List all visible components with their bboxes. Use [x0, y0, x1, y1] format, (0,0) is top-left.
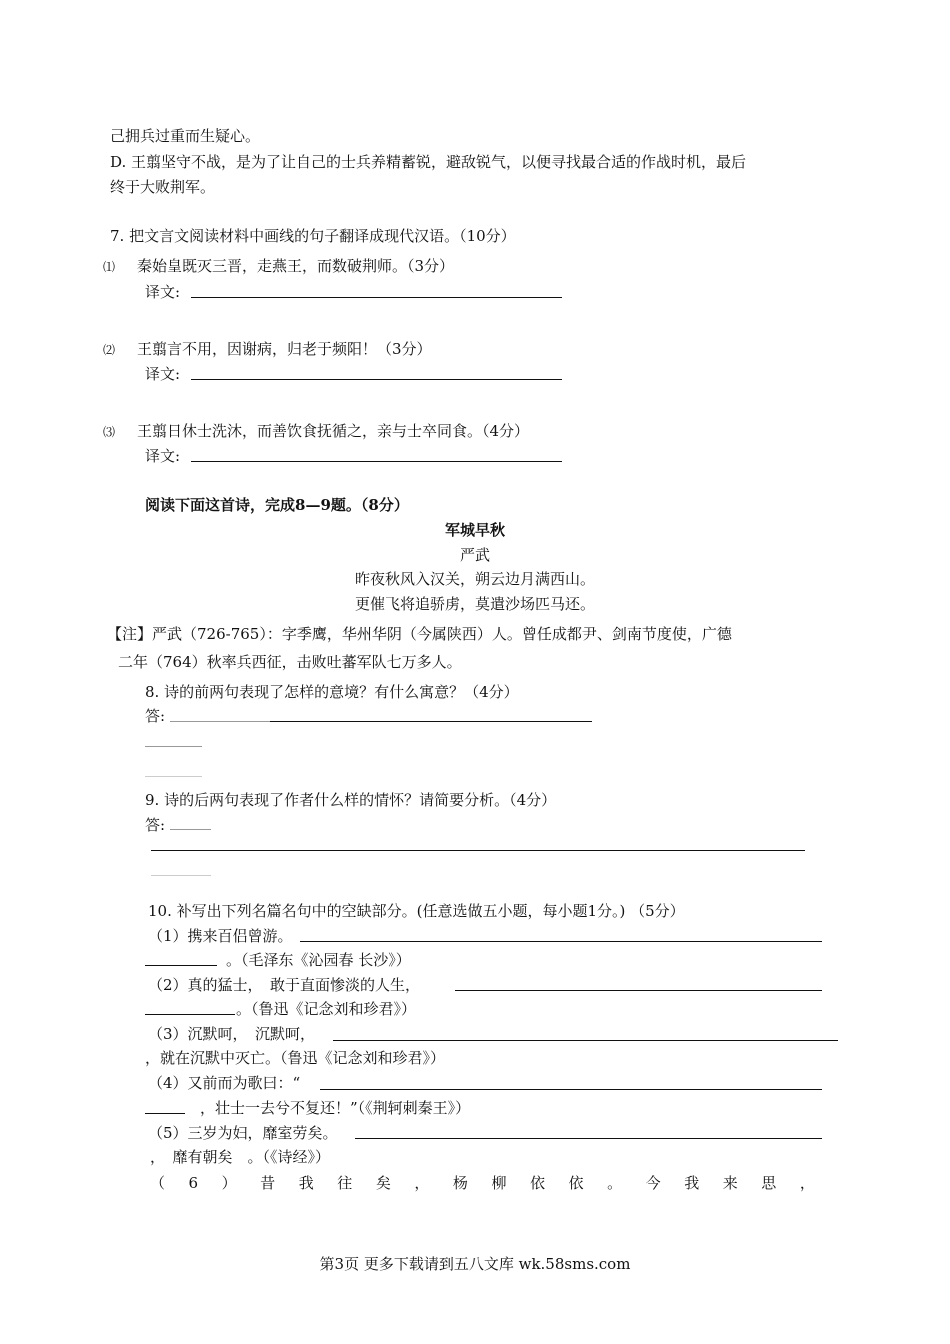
poem-line-2: 更催飞将追骄虏，莫遣沙场匹马还。 — [354, 595, 595, 613]
q8-answer-line[interactable] — [270, 721, 592, 722]
q10-item6-char: 我 — [684, 1174, 700, 1192]
q10-item2-blank-1[interactable] — [455, 990, 822, 991]
q10-item6-char: ， — [414, 1174, 430, 1192]
q10-item6-char: 。 — [607, 1174, 623, 1192]
poem-note-line2: 二年（764）秋率兵西征，击败吐蕃军队七万多人。 — [118, 653, 462, 671]
q8-answer-line-2[interactable] — [145, 746, 202, 747]
q10-item5-blank[interactable] — [355, 1138, 822, 1139]
q10-item2-blank-2[interactable] — [145, 1014, 235, 1015]
q6-option-d-line1: D. 王翦坚守不战，是为了让自己的士兵养精蓄锐，避敌锐气，以便寻找最合适的作战时机，最后 — [110, 153, 747, 171]
q10-item6-char: 昔 — [260, 1174, 276, 1192]
q7-item1-number: ⑴ — [103, 260, 116, 274]
q8-question: 8. 诗的前两句表现了怎样的意境？有什么寓意？（4分） — [145, 683, 519, 701]
q7-item2-text: 王翦言不用，因谢病，归老于频阳！（3分） — [137, 340, 432, 358]
q10-item6-char: ， — [799, 1174, 815, 1192]
q9-answer-line-1[interactable] — [170, 829, 211, 830]
q10-item1-blank-2[interactable] — [145, 965, 217, 966]
poem-author: 严武 — [459, 546, 490, 564]
q7-item2-translation-label: 译文: — [145, 365, 181, 383]
q10-item3-a: （3）沉默呵， 沉默呵， — [148, 1025, 316, 1043]
q7-item3-translation-label: 译文: — [145, 447, 181, 465]
poem-title: 军城早秋 — [444, 521, 505, 539]
poem-intro: 阅读下面这首诗，完成8—9题。（8分） — [145, 496, 409, 514]
q10-item6-char: ） — [221, 1174, 237, 1192]
q7-item2-answer-line[interactable] — [191, 379, 562, 380]
q9-question: 9. 诗的后两句表现了作者什么样的情怀？请简要分析。（4分） — [145, 791, 557, 809]
q7-item3-number: ⑶ — [103, 425, 116, 439]
q7-heading: 7. 把文言文阅读材料中画线的句子翻译成现代汉语。（10分） — [110, 227, 516, 245]
q7-item1-answer-line[interactable] — [191, 297, 562, 298]
q10-item6-char: 依 — [568, 1174, 584, 1192]
q10-item2-a: （2）真的猛士， 敢于直面惨淡的人生， — [148, 976, 421, 994]
q10-item1-a: （1）携来百侣曾游。 — [148, 927, 293, 945]
page-footer: 第3页 更多下载请到五八文库 wk.58sms.com — [319, 1255, 631, 1273]
q10-item4-blank-1[interactable] — [320, 1089, 822, 1090]
q10-item6-char: 依 — [530, 1174, 546, 1192]
q10-item1-b: 。（毛泽东《沁园春 长沙》） — [226, 951, 411, 969]
q7-item3-text: 王翦日休士洗沐，而善饮食抚循之，亲与士卒同食。（4分） — [137, 422, 530, 440]
q10-item5-b: ， 靡有朝矣 。（《诗经》） — [150, 1148, 331, 1166]
q8-answer-label: 答: — [145, 707, 166, 725]
q10-item4-a: （4）又前而为歌曰：“ — [148, 1074, 301, 1092]
q10-item6-char: 今 — [645, 1174, 661, 1192]
q6-c-end: 己拥兵过重而生疑心。 — [110, 127, 261, 145]
q7-item1-text: 秦始皇既灭三晋，走燕王，而数破荆师。（3分） — [137, 257, 455, 275]
q10-item6-char: 杨 — [452, 1174, 468, 1192]
q10-item6-char: 来 — [722, 1174, 738, 1192]
q9-answer-label: 答: — [145, 816, 166, 834]
q9-answer-line-3[interactable] — [151, 875, 211, 876]
q9-answer-line-2[interactable] — [151, 850, 805, 851]
q10-item3-b: ，就在沉默中灭亡。（鲁迅《记念刘和珍君》） — [145, 1049, 446, 1067]
q10-item5-a: （5）三岁为妇，靡室劳矣。 — [148, 1124, 338, 1142]
q7-item2-number: ⑵ — [103, 343, 116, 357]
q10-item4-blank-2[interactable] — [145, 1113, 185, 1114]
q10-item6-char: 柳 — [491, 1174, 507, 1192]
q10-item1-blank-1[interactable] — [300, 941, 822, 942]
q10-item6 — [150, 1173, 815, 1193]
q10-item2-b: 。（鲁迅《记念刘和珍君》） — [236, 1000, 417, 1018]
q8-answer-line-start[interactable] — [170, 721, 270, 722]
q7-item3-answer-line[interactable] — [191, 461, 562, 462]
poem-line-1: 昨夜秋风入汉关，朔云边月满西山。 — [354, 570, 595, 588]
q8-answer-line-3[interactable] — [145, 776, 202, 777]
q10-heading: 10. 补写出下列名篇名句中的空缺部分。(任意选做五小题，每小题1分。) （5分） — [148, 902, 685, 920]
q10-item6-char: 我 — [298, 1174, 314, 1192]
q7-item1-translation-label: 译文: — [145, 283, 181, 301]
q10-item6-char: 思 — [761, 1174, 777, 1192]
q10-item4-b: ，壮士一去兮不复还！”（《荆轲刺秦王》） — [200, 1099, 471, 1117]
q6-option-d-line2: 终于大败荆军。 — [110, 178, 216, 196]
poem-note-line1: 【注】严武（726-765）：字季鹰，华州华阴（今属陕西）人。曾任成都尹、剑南节度使，广德 — [107, 625, 732, 643]
q10-item6-char: 6 — [188, 1174, 199, 1192]
q10-item6-char: 矣 — [375, 1174, 391, 1192]
q10-item6-char: （ — [150, 1174, 166, 1192]
q10-item3-blank[interactable] — [333, 1040, 838, 1041]
q10-item6-char: 往 — [337, 1174, 353, 1192]
